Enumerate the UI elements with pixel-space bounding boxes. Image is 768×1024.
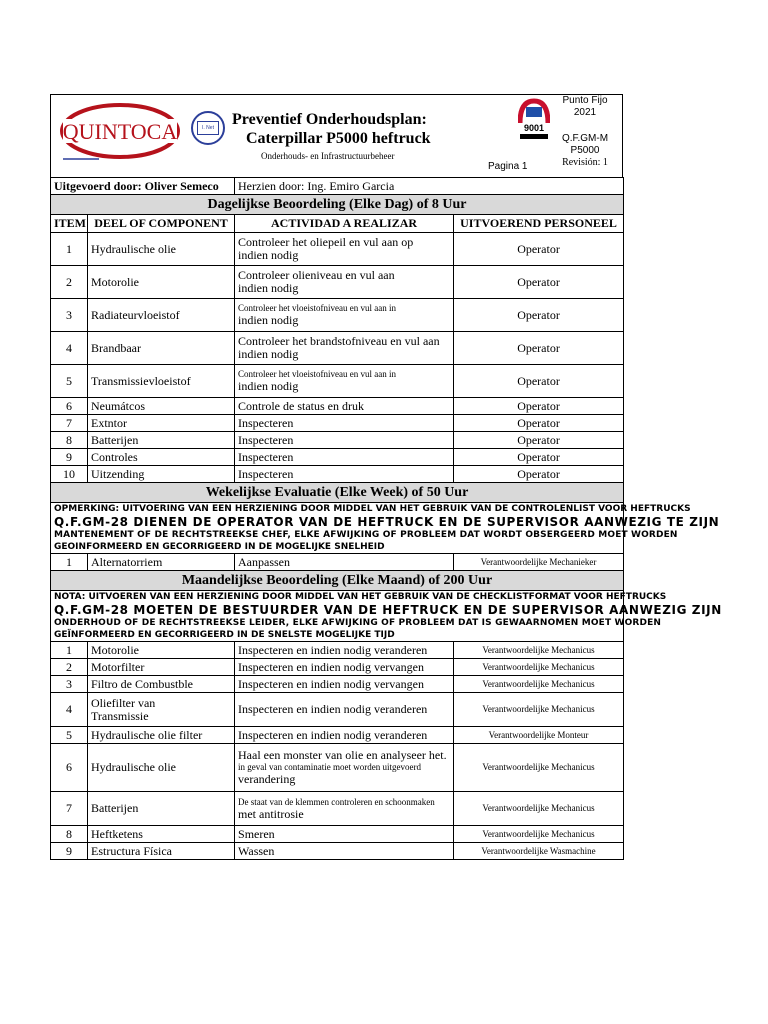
table-row (51, 792, 624, 826)
activity-line: Inspecteren (238, 466, 294, 481)
activity-cell (235, 299, 454, 332)
component-name (88, 693, 235, 727)
personnel: Operator (454, 466, 624, 483)
personnel: Verantwoordelijke Mechanicus (454, 642, 624, 659)
column-header-personnel: UITVOEREND PERSONEEL (454, 215, 624, 233)
activity-cell (235, 415, 454, 432)
personnel: Operator (454, 233, 624, 266)
location-label: Punto Fijo (562, 95, 608, 106)
document-code: Q.F.GM-M (561, 133, 609, 144)
note-line: Q.F.GM-28 MOETEN DE BESTUURDER VAN DE HEFTRUCK EN DE SUPERVISOR AANWEZIG ZIJN (54, 603, 722, 617)
component-name: Neumátcos (88, 398, 235, 415)
component-name: Filtro de Combustble (88, 676, 235, 693)
component-name: Extntor (88, 415, 235, 432)
personnel: Verantwoordelijke Wasmachine (454, 843, 624, 860)
iso-9001-logo (518, 97, 550, 141)
item-number: 7 (51, 792, 88, 826)
activity-line: Controle de status en druk (238, 398, 364, 413)
quintoca-logo (59, 101, 181, 163)
activity-line: Wassen (238, 843, 275, 858)
personnel: Verantwoordelijke Mechanieker (454, 554, 624, 571)
logo-text: QUINTOCA (62, 119, 178, 144)
item-number: 6 (51, 398, 88, 415)
activity-cell (235, 826, 454, 843)
personnel: Verantwoordelijke Mechanicus (454, 693, 624, 727)
item-number: 4 (51, 332, 88, 365)
document-subtitle: Onderhouds- en Infrastructuurbeheer (261, 151, 395, 161)
seal-text: I. Net (197, 121, 219, 135)
activity-line: Inspecteren (238, 449, 294, 464)
monthly-note (51, 591, 722, 642)
table-row (51, 398, 624, 415)
item-number: 6 (51, 744, 88, 792)
document-title-equipment: Caterpillar P5000 heftruck (246, 130, 431, 147)
personnel: Operator (454, 299, 624, 332)
activity-line: Controleer het vloeistofniveau en vul aan in (238, 369, 396, 379)
activity-cell (235, 843, 454, 860)
table-row (51, 727, 624, 744)
activity-cell (235, 266, 454, 299)
certification-seal (191, 111, 225, 145)
component-name: Uitzending (88, 466, 235, 483)
activity-cell (235, 233, 454, 266)
table-row (51, 466, 624, 483)
table-row (51, 415, 624, 432)
personnel: Verantwoordelijke Mechanicus (454, 792, 624, 826)
personnel: Verantwoordelijke Monteur (454, 727, 624, 744)
item-number: 5 (51, 365, 88, 398)
component-name: Batterijen (88, 792, 235, 826)
maintenance-plan-document (50, 94, 722, 860)
activity-line: De staat van de klemmen controleren en schoonmaken (238, 796, 435, 807)
component-name: Motorolie (88, 266, 235, 299)
maintenance-table (50, 177, 722, 860)
note-line: GEÏNFORMEERD EN GECORRIGEERD IN DE SNELSTE MOGELIJKE TIJD (54, 630, 395, 640)
personnel: Verantwoordelijke Mechanicus (454, 659, 624, 676)
activity-line: Controleer het brandstofniveau en vul aan (238, 334, 440, 348)
item-number: 9 (51, 843, 88, 860)
activity-cell (235, 449, 454, 466)
activity-cell (235, 332, 454, 365)
table-row (51, 266, 624, 299)
personnel: Verantwoordelijke Mechanicus (454, 676, 624, 693)
activity-line: verandering (238, 772, 296, 786)
table-row (51, 365, 624, 398)
document-metadata (555, 95, 615, 169)
table-row (51, 659, 624, 676)
activity-line: Controleer het oliepeil en vul aan op (238, 235, 414, 249)
activity-line: indien nodig (238, 379, 299, 393)
component-name: Estructura Física (88, 843, 235, 860)
activity-cell (235, 365, 454, 398)
component-name: Hydraulische olie filter (88, 727, 235, 744)
note-line: NOTA: UITVOEREN VAN EEN HERZIENING DOOR MIDDEL VAN HET GEBRUIK VAN DE CHECKLISTFORMAT VOOR HEFTRUCKS (54, 592, 667, 602)
item-number: 1 (51, 233, 88, 266)
activity-line: Inspecteren en indien nodig veranderen (238, 702, 428, 716)
activity-line: Smeren (238, 826, 275, 841)
item-number: 8 (51, 432, 88, 449)
activity-line: Inspecteren en indien nodig vervangen (238, 676, 424, 691)
activity-cell (235, 659, 454, 676)
table-row (51, 554, 624, 571)
component-name: Controles (88, 449, 235, 466)
activity-line: Inspecteren en indien nodig veranderen (238, 727, 428, 742)
item-number: 5 (51, 727, 88, 744)
component-name: Motorolie (88, 642, 235, 659)
activity-cell (235, 676, 454, 693)
table-row (51, 299, 624, 332)
component-line: Transmissie (91, 708, 149, 723)
activity-line: Controleer het vloeistofniveau en vul aan in (238, 303, 396, 313)
table-row (51, 676, 624, 693)
note-line: GEOINFORMEERD EN GECORRIGEERD IN DE MOGELIJKE SNELHEID (54, 542, 385, 552)
table-row (51, 449, 624, 466)
activity-line: Inspecteren (238, 432, 294, 447)
iso-text: 9001 (523, 123, 545, 133)
table-row (51, 432, 624, 449)
activity-cell: Aanpassen (235, 554, 454, 571)
table-row (51, 693, 624, 727)
item-number: 2 (51, 659, 88, 676)
item-number: 7 (51, 415, 88, 432)
activity-line: Controleer olieniveau en vul aan (238, 268, 395, 282)
activity-cell (235, 727, 454, 744)
table-row (51, 332, 624, 365)
personnel: Verantwoordelijke Mechanicus (454, 826, 624, 843)
item-number: 4 (51, 693, 88, 727)
component-name: Heftketens (88, 826, 235, 843)
activity-line: indien nodig (238, 248, 299, 262)
year-label: 2021 (573, 107, 597, 118)
activity-cell (235, 792, 454, 826)
page-number: Pagina 1 (488, 161, 528, 172)
table-row (51, 233, 624, 266)
activity-line: Inspecteren en indien nodig vervangen (238, 659, 424, 674)
personnel: Operator (454, 266, 624, 299)
item-number: 1 (51, 642, 88, 659)
activity-line: Inspecteren en indien nodig veranderen (238, 642, 428, 657)
table-row (51, 642, 624, 659)
daily-section-title: Dagelijkse Beoordeling (Elke Dag) of 8 Uur (51, 195, 624, 215)
activity-cell (235, 693, 454, 727)
item-number: 2 (51, 266, 88, 299)
component-name: Radiateurvloeistof (88, 299, 235, 332)
activity-line: indien nodig (238, 281, 299, 295)
weekly-note (51, 503, 720, 554)
note-line: ONDERHOUD OF DE RECHTSTREEKSE LEIDER, ELKE AFWIJKING OF PROBLEEM DAT IS GEWAARNOMEN MOET WORDEN (54, 618, 662, 628)
item-number: 10 (51, 466, 88, 483)
item-number: 8 (51, 826, 88, 843)
activity-cell (235, 642, 454, 659)
personnel: Operator (454, 365, 624, 398)
personnel: Operator (454, 415, 624, 432)
activity-cell (235, 432, 454, 449)
activity-line: Inspecteren (238, 415, 294, 430)
component-name: Brandbaar (88, 332, 235, 365)
document-title: Preventief Onderhoudsplan: (232, 111, 427, 128)
personnel: Operator (454, 432, 624, 449)
item-number: 3 (51, 299, 88, 332)
activity-cell (235, 466, 454, 483)
weekly-section-title: Wekelijkse Evaluatie (Elke Week) of 50 Uur (51, 483, 624, 503)
table-row (51, 843, 624, 860)
component-line: Oliefilter van (91, 695, 156, 710)
component-name: Motorfilter (88, 659, 235, 676)
item-number: 9 (51, 449, 88, 466)
activity-line: met antitrosie (238, 806, 304, 821)
item-number: 3 (51, 676, 88, 693)
column-header-component: DEEL OF COMPONENT (88, 215, 235, 233)
model-code: P5000 (570, 145, 600, 156)
activity-line: indien nodig (238, 313, 299, 327)
column-header-item: ITEM (51, 215, 88, 233)
activity-line: Haal een monster van olie en analyseer het. (238, 748, 447, 762)
activity-cell (235, 398, 454, 415)
item-number: 1 (51, 554, 88, 571)
personnel: Operator (454, 398, 624, 415)
personnel: Operator (454, 332, 624, 365)
personnel: Verantwoordelijke Mechanicus (454, 744, 624, 792)
component-name: Alternatorriem (88, 554, 235, 571)
component-name: Hydraulische olie (88, 233, 235, 266)
component-name: Transmissievloeistof (88, 365, 235, 398)
reviewed-by: Herzien door: Ing. Emiro Garcia (235, 178, 624, 195)
monthly-section-title: Maandelijkse Beoordeling (Elke Maand) of 200 Uur (51, 571, 624, 591)
performed-by: Uitgevoerd door: Oliver Semeco (51, 178, 235, 195)
note-line: MANTENEMENT OF DE RECHTSTREEKSE CHEF, ELKE AFWIJKING OF PROBLEEM DAT WORDT OBSERGEERD MOET WORDEN (54, 530, 678, 540)
column-header-activity: ACTIVIDAD A REALIZAR (235, 215, 454, 233)
activity-line: in geval van contaminatie moet worden uitgevoerd (238, 762, 421, 772)
note-line: Q.F.GM-28 DIENEN DE OPERATOR VAN DE HEFTRUCK EN DE SUPERVISOR AANWEZIG TE ZIJN (54, 515, 720, 529)
component-name: Hydraulische olie (88, 744, 235, 792)
activity-line: indien nodig (238, 347, 299, 361)
document-header (50, 94, 623, 177)
component-name: Batterijen (88, 432, 235, 449)
revision-label: Revisión: 1 (562, 157, 608, 168)
activity-cell (235, 744, 454, 792)
personnel: Operator (454, 449, 624, 466)
note-line: OPMERKING: UITVOERING VAN EEN HERZIENING DOOR MIDDEL VAN HET GEBRUIK VAN DE CONTROLENLIST VOOR HEFTRUCKS (54, 504, 691, 514)
table-row (51, 744, 624, 792)
table-row (51, 826, 624, 843)
